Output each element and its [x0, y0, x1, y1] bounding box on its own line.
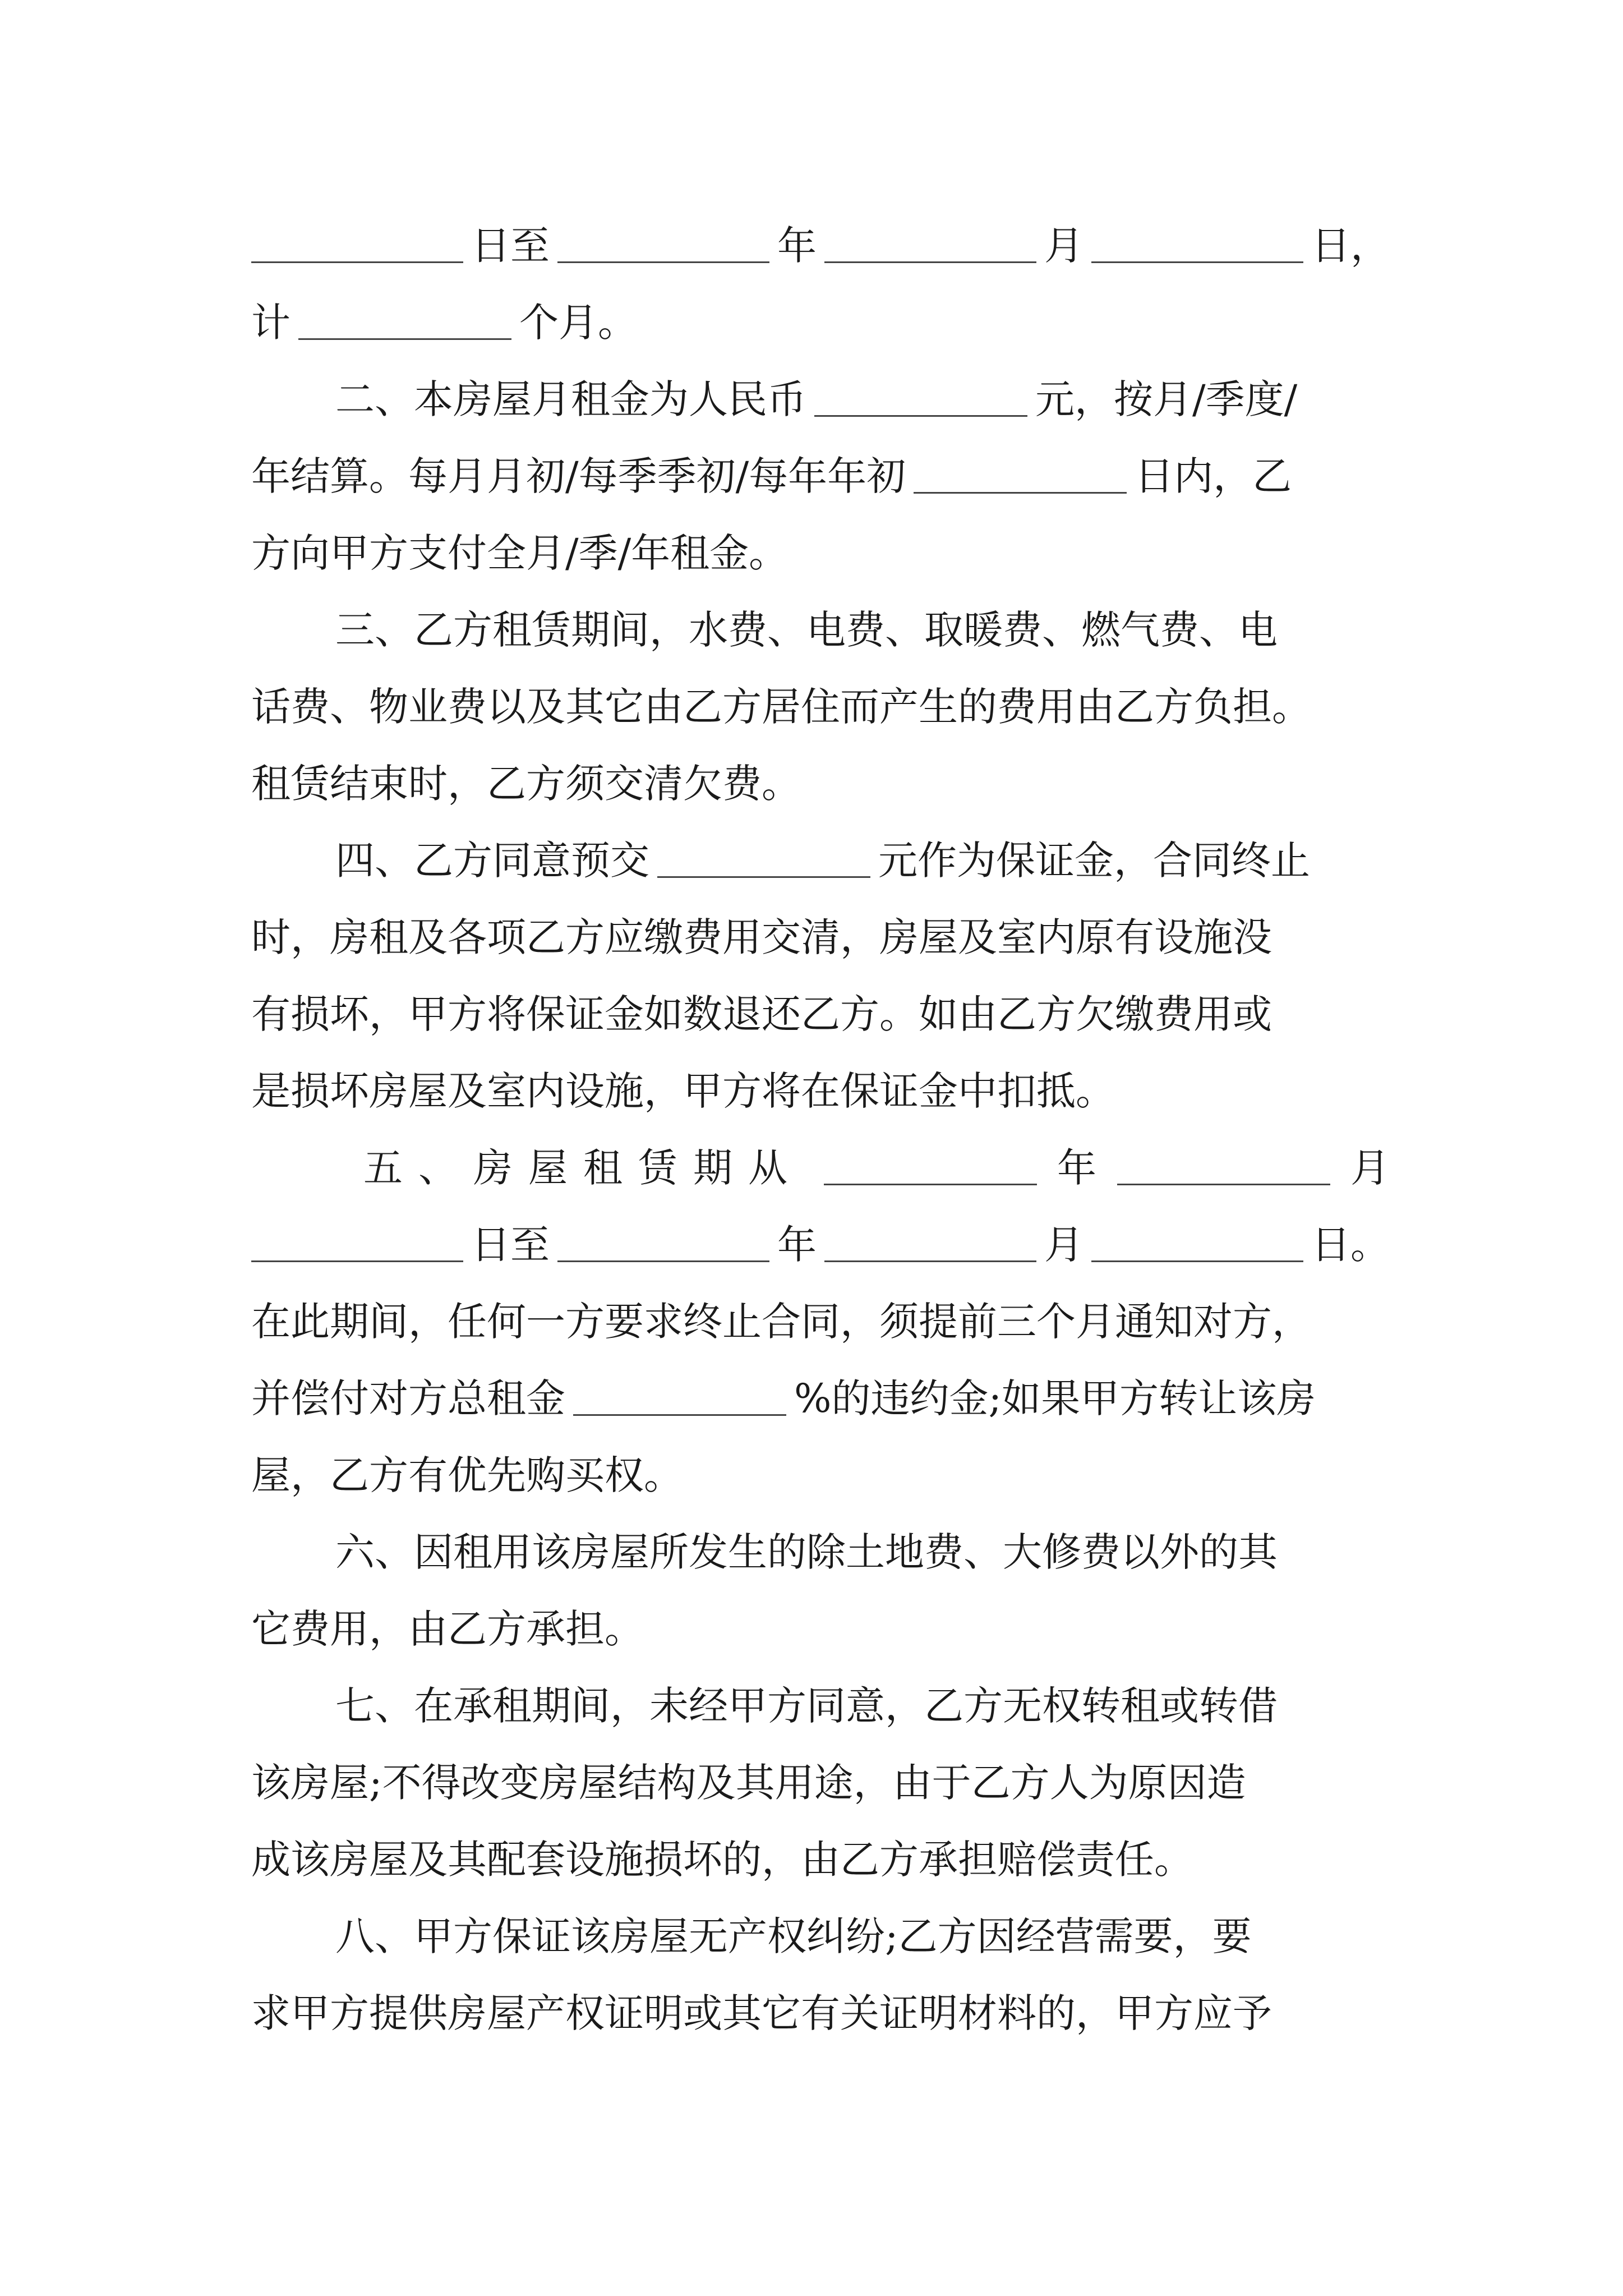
fill-blank	[1091, 1221, 1303, 1262]
text-line: 有损坏，甲方将保证金如数退还乙方。如由乙方欠缴费用或	[251, 991, 1272, 1037]
text-line: 成该房屋及其配套设施损坏的，由乙方承担赔偿责任。	[251, 1837, 1193, 1883]
text-segment: 个月。	[519, 300, 637, 346]
text-line	[251, 443, 1390, 510]
text-segment: 年	[777, 1222, 817, 1268]
fill-blank	[251, 1221, 463, 1262]
fill-blank	[557, 222, 769, 263]
text-line: 该房屋;不得改变房屋结构及其用途，由于乙方人为原因造	[251, 1760, 1246, 1806]
text-line	[251, 212, 1390, 279]
text-segment: 元，按月/季度/	[1035, 376, 1298, 422]
paragraph-first-line	[251, 827, 1474, 894]
text-line	[251, 1211, 1390, 1278]
paragraph-first-line	[251, 1134, 1390, 1202]
text-segment: 日内，乙	[1135, 453, 1292, 499]
text-line: 求甲方提供房屋产权证明或其它有关证明材料的，甲方应予	[251, 1990, 1272, 2036]
text-line: 租赁结束时，乙方须交清欠费。	[251, 761, 801, 807]
text-segment: 月	[1350, 1145, 1390, 1191]
paragraph-first-line: 三、乙方租赁期间，水费、电费、取暖费、燃气费、电	[335, 607, 1278, 653]
fill-blank	[824, 1221, 1036, 1262]
fill-blank	[824, 222, 1036, 263]
text-line: 话费、物业费以及其它由乙方居住而产生的费用由乙方负担。	[251, 684, 1311, 730]
text-segment: 年	[777, 223, 817, 269]
text-segment: 月	[1044, 223, 1083, 269]
text-segment: 计	[251, 300, 291, 346]
text-segment: %的违约金;如果甲方转让该房	[794, 1375, 1316, 1421]
text-line: 在此期间，任何一方要求终止合同，须提前三个月通知对方，	[251, 1299, 1311, 1345]
text-segment: 日。	[1311, 1222, 1390, 1268]
text-segment: 五、房屋租赁期从	[363, 1145, 803, 1191]
paragraph-first-line: 六、因租用该房屋所发生的除土地费、大修费以外的其	[335, 1529, 1278, 1575]
fill-blank	[298, 299, 511, 340]
text-segment: 元作为保证金，合同终止	[878, 838, 1310, 884]
fill-blank	[557, 1221, 769, 1262]
paragraph-first-line: 八、甲方保证该房屋无产权纠纷;乙方因经营需要，要	[335, 1913, 1252, 1959]
text-line	[251, 289, 1390, 356]
text-line: 屋，乙方有优先购买权。	[251, 1452, 683, 1498]
fill-blank	[814, 376, 1027, 417]
fill-blank	[251, 222, 463, 263]
paragraph-first-line	[251, 366, 1474, 433]
paragraph-first-line: 七、在承租期间，未经甲方同意，乙方无权转租或转借	[335, 1683, 1278, 1729]
text-segment: 日，	[1311, 223, 1390, 269]
text-segment: 年	[1057, 1145, 1096, 1191]
fill-blank	[1091, 222, 1303, 263]
text-segment: 二、本房屋月租金为人民币	[335, 376, 806, 422]
fill-blank	[573, 1375, 786, 1416]
fill-blank	[657, 837, 870, 878]
text-line: 它费用，由乙方承担。	[251, 1606, 644, 1652]
fill-blank	[824, 1144, 1037, 1185]
text-segment: 并偿付对方总租金	[251, 1375, 565, 1421]
text-segment: 四、乙方同意预交	[335, 838, 649, 884]
text-line: 时，房租及各项乙方应缴费用交清，房屋及室内原有设施没	[251, 914, 1272, 960]
text-line	[251, 1365, 1390, 1432]
text-segment: 日至	[471, 223, 550, 269]
fill-blank	[914, 453, 1127, 494]
text-line: 方向甲方支付全月/季/年租金。	[251, 530, 789, 576]
fill-blank	[1117, 1144, 1330, 1185]
text-segment: 月	[1044, 1222, 1083, 1268]
text-line: 是损坏房屋及室内设施，甲方将在保证金中扣抵。	[251, 1068, 1115, 1114]
text-segment: 年结算。每月月初/每季季初/每年年初	[251, 453, 906, 499]
text-segment: 日至	[471, 1222, 550, 1268]
